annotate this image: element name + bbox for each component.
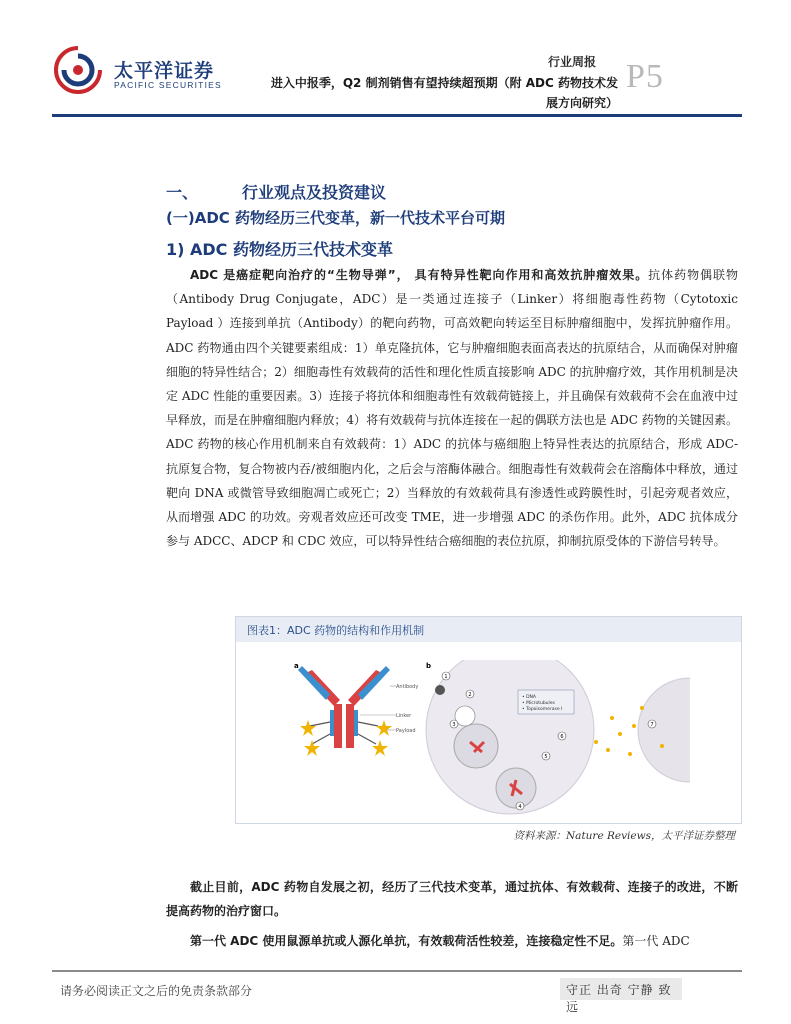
step-3: 3 xyxy=(452,722,456,728)
figure-source: 资料来源：Nature Reviews，太平洋证券整理 xyxy=(513,830,735,842)
figure-caption: 图表1：ADC 药物的结构和作用机制 xyxy=(247,624,425,637)
antibody-label: Antibody xyxy=(396,684,419,690)
paragraph-1-lead: ADC 是癌症靶向治疗的“生物导弹”， 具有特异性靶向作用和高效抗肿瘤效果。 xyxy=(190,268,649,282)
legend-item-microtubules: • Microtubules xyxy=(522,701,555,706)
step-7: 7 xyxy=(650,722,654,728)
section-heading-1 xyxy=(166,180,386,203)
report-title xyxy=(248,73,618,113)
report-type: 行业周报 xyxy=(548,55,597,69)
section-number: 一、 xyxy=(166,183,199,202)
body-paragraph-1 xyxy=(166,263,738,553)
report-title-line-2: 展方向研究） xyxy=(545,96,618,110)
step-4: 4 xyxy=(518,804,522,810)
adc-mechanism-figure xyxy=(290,660,690,820)
step-6: 6 xyxy=(560,734,564,740)
footer-divider xyxy=(52,970,742,972)
legend-item-dna: • DNA xyxy=(522,695,536,700)
panel-b-label: b xyxy=(426,662,432,670)
paragraph-3-text: 第一代 ADC xyxy=(622,934,690,948)
page-number: P5 xyxy=(626,58,664,95)
payload-label: Payload xyxy=(396,728,416,734)
panel-a-label: a xyxy=(294,662,299,670)
company-motto: 守正 出奇 宁静 致远 xyxy=(560,978,682,1000)
body-paragraph-3 xyxy=(166,929,738,953)
step-5: 5 xyxy=(544,754,548,760)
antibody-drawing xyxy=(298,666,390,748)
report-title-line-1: 进入中报季，Q2 制剂销售有望持续超预期（附 ADC 药物技术发 xyxy=(270,76,618,90)
logo-text-cn: 太平洋证券 xyxy=(114,60,215,82)
step-1: 1 xyxy=(444,674,448,680)
header-divider xyxy=(52,114,742,117)
body-paragraph-2 xyxy=(166,875,738,923)
paragraph-3-lead: 第一代 ADC 使用鼠源单抗或人源化单抗，有效载荷活性较差，连接稳定性不足。 xyxy=(190,934,623,948)
subsubsection-heading: 1) ADC 药物经历三代技术变革 xyxy=(166,240,393,259)
disclaimer-note: 请务必阅读正文之后的免责条款部分 xyxy=(60,984,253,998)
logo-text-en: PACIFIC SECURITIES xyxy=(114,80,222,90)
linker-label: Linker xyxy=(396,713,412,719)
subsection-heading: (一)ADC 药物经历三代变革，新一代技术平台可期 xyxy=(166,209,506,227)
section-title: 行业观点及投资建议 xyxy=(242,183,387,202)
paragraph-1-text: 抗体药物偶联物（Antibody Drug Conjugate，ADC）是一类通过连接子（Linker）将细胞毒性药物（Cytotoxic Payload ）连接到单抗（Antibody）的靶向药物，可高效靶向转运至目标肿瘤细胞中，发挥抗肿瘤作用。ADC 药物通由四个关键要素组成：1）单克隆抗体，它与肿瘤细胞表面高表达的抗原结合，从而确保对肿瘤细胞的特异性结合；2）细胞毒性有效载荷的活性和理化性质直接影响 ADC 的抗肿瘤疗效，其作用机制是决定 ADC 性能的重要因素。3）连接子将抗体和细胞毒性有效载荷链接上，并且确保有效载荷不会在血液中过早释放，而是在肿瘤细胞内释放；4）将有效载荷与抗体连接在一起的偶联方法也是 ADC 药物的关键因素。ADC 药物的核心作用机制来自有效载荷：1）ADC 的抗体与癌细胞上特异性表达的抗原结合，形成 ADC-抗原复合物，复合物被内吞/被细胞内化，之后会与溶酶体融合。细胞毒性有效载荷会在溶酶体中释放，通过靶向 DNA 或微管导致细胞凋亡或死亡；2）当释放的有效载荷具有渗透性或跨膜性时，引起旁观者效应，从而增强 ADC 的功效。旁观者效应还可改变 TME，进一步增强 ADC 的杀伤作用。此外，ADC 抗体成分参与 ADCC、ADCP 和 CDC 效应，可以特异性结合癌细胞的表位抗原，抑制抗原受体的下游信号转导。 xyxy=(166,268,738,549)
legend-item-topoisomerase: • Topoisomerase I xyxy=(522,707,563,712)
step-2: 2 xyxy=(468,692,472,698)
paragraph-2-lead: 截止目前，ADC 药物自发展之初，经历了三代技术变革，通过抗体、有效载荷、连接子的改进，不断提高药物的治疗窗口。 xyxy=(166,880,738,919)
